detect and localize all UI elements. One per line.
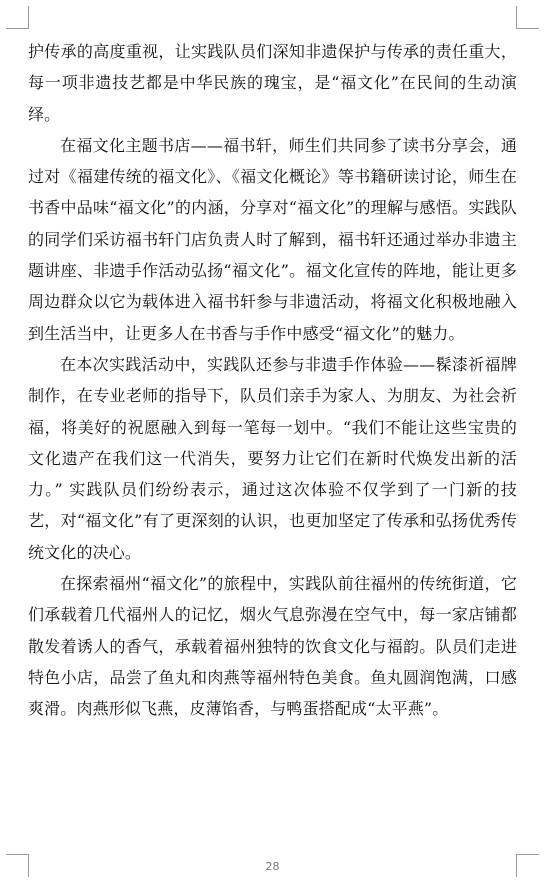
paragraph-bookstore: 在福文化主题书店——福书轩，师生们共同参了读书分享会，通过对《福建传统的福文化》、《福文化概论》等书籍研读讨论，师生在书香中品味“福文化”的内涵，分享对“福文化”的理解与感悟。实践队的同学们采访福书轩门店负责人时了解到，福书轩还通过举办非遗主题讲座、非遗手作活动弘扬“福文化”。福文化宣传的阵地，能让更多周边群众以它为载体进入福书轩参与非遗活动，将福文化积极地融入到生活当中，让更多人在书香与手作中感受“福文化”的魅力。 bbox=[28, 135, 517, 343]
paragraph-street-food: 在探索福州“福文化”的旅程中，实践队前往福州的传统街道，它们承载着几代福州人的记忆，烟火气息弥漫在空气中，每一家店铺都散发着诱人的香气，承载着福州独特的饮食文化与福韵。队员们走进特色小店，品尝了鱼丸和肉燕等福州特色美食。鱼丸圆润饱满，口感爽滑。肉燕形似飞燕，皮薄馅香，与鸭蛋搭配成“太平燕”。 bbox=[28, 574, 517, 719]
paragraph-continuation: 护传承的高度重视，让实践队员们深知非遗保护与传承的责任重大，每一项非遗技艺都是中华民族的瑰宝，是“福文化”在民间的生动演绎。 bbox=[28, 42, 517, 124]
paragraph-handicraft: 在本次实践活动中，实践队还参与非遗手作体验——髹漆祈福牌制作，在专业老师的指导下，队员们亲手为家人、为朋友、为社会祈福，将美好的祝愿融入到每一笔每一划中。“我们不能让这些宝贵的文化遗产在我们这一代消失，要努力让它们在新时代焕发出新的活力。” 实践队员们纷纷表示，通过这次体验不仅学到了一门新的技艺，对“福文化”有了更深刻的认识，也更加坚定了传承和弘扬优秀传统文化的决心。 bbox=[28, 354, 517, 562]
crop-mark-top-left bbox=[6, 6, 29, 29]
page-number: 28 bbox=[265, 860, 280, 873]
document-body bbox=[28, 36, 517, 725]
crop-mark-top-right bbox=[516, 6, 539, 29]
